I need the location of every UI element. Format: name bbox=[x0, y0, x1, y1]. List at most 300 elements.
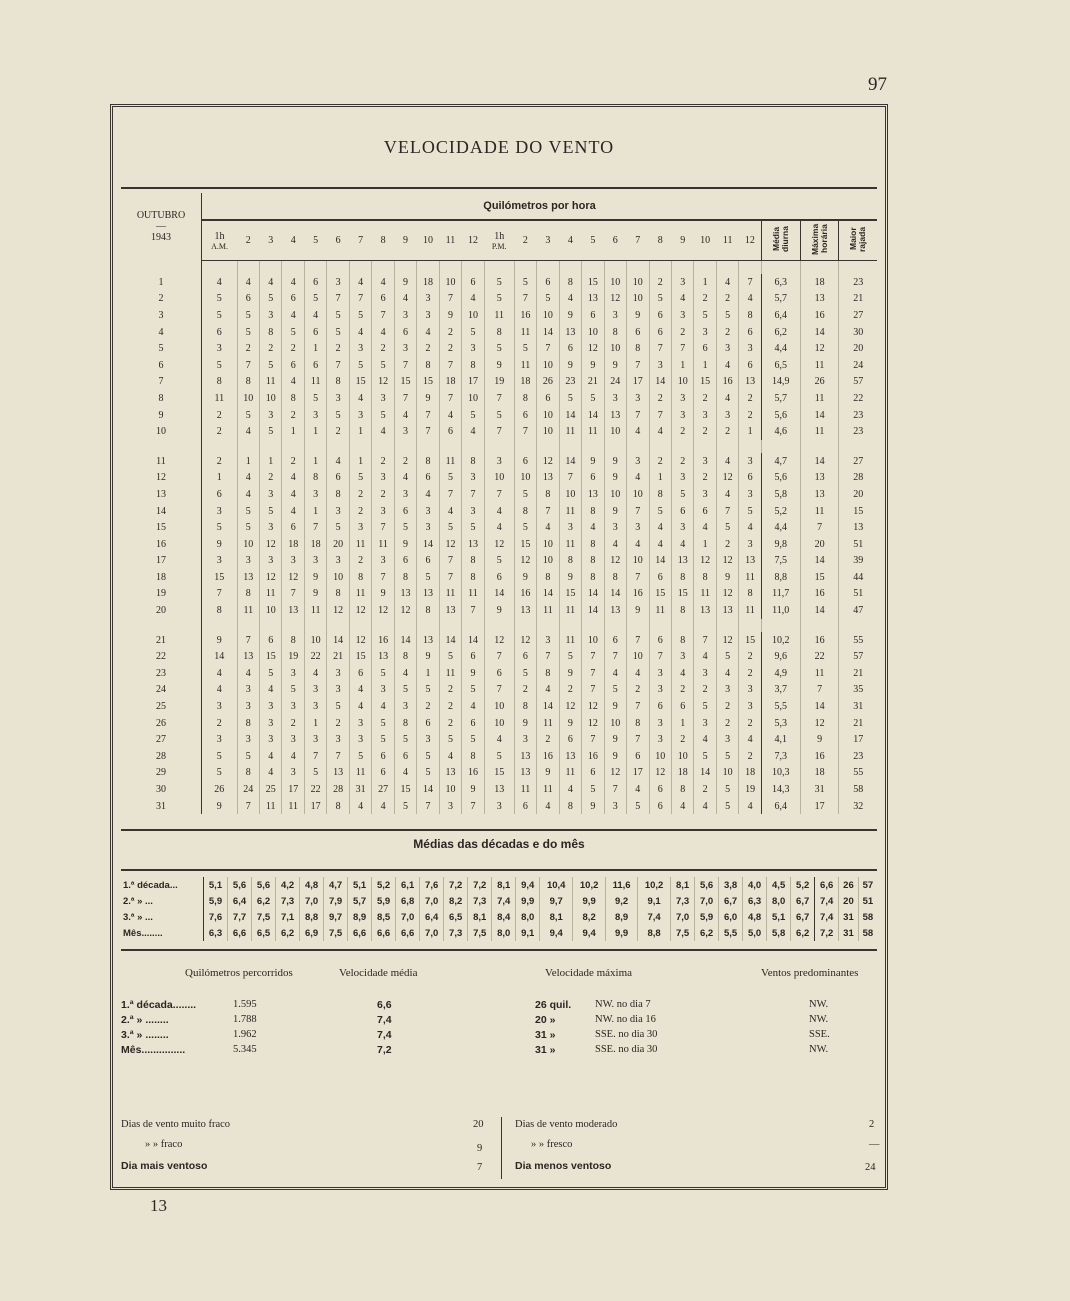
value-cell: 20 bbox=[839, 486, 877, 503]
value-cell: 4 bbox=[671, 665, 693, 682]
value-cell: 14 bbox=[604, 586, 626, 603]
value-cell: 5 bbox=[202, 765, 238, 782]
value-cell: 6 bbox=[417, 715, 439, 732]
average-cell: 7,0 bbox=[420, 893, 444, 909]
summary-avg-value: 7,4 bbox=[377, 1014, 392, 1026]
value-cell: 9 bbox=[604, 470, 626, 487]
value-cell: 9 bbox=[304, 569, 326, 586]
average-cell: 5,2 bbox=[791, 877, 815, 893]
value-cell: 17 bbox=[462, 374, 484, 391]
value-cell: 9 bbox=[604, 503, 626, 520]
value-cell: 12 bbox=[604, 765, 626, 782]
average-cell: 7,6 bbox=[204, 909, 228, 925]
value-cell: 9 bbox=[604, 731, 626, 748]
hour-header bbox=[716, 220, 738, 261]
average-cell: 5,9 bbox=[695, 909, 719, 925]
value-cell: 12 bbox=[349, 602, 371, 619]
value-cell: 55 bbox=[839, 765, 877, 782]
value-cell: 6 bbox=[559, 731, 581, 748]
day-cell: 6 bbox=[121, 357, 202, 374]
value-cell: 4 bbox=[282, 470, 304, 487]
value-cell: 7 bbox=[627, 569, 649, 586]
hour-header bbox=[559, 220, 581, 261]
value-cell: 5 bbox=[582, 781, 604, 798]
value-cell: 5 bbox=[671, 486, 693, 503]
value-cell: 2 bbox=[202, 715, 238, 732]
value-cell: 3 bbox=[671, 390, 693, 407]
value-cell: 4 bbox=[394, 407, 416, 424]
value-cell: 4 bbox=[439, 407, 461, 424]
value-cell: 8 bbox=[417, 453, 439, 470]
value-cell: 8 bbox=[237, 765, 259, 782]
value-cell: 14 bbox=[694, 765, 716, 782]
value-cell: 13 bbox=[671, 553, 693, 570]
average-cell: 7,7 bbox=[228, 909, 252, 925]
value-cell: 9 bbox=[627, 307, 649, 324]
hour-header-row bbox=[121, 220, 877, 261]
value-cell: 11,0 bbox=[761, 602, 800, 619]
average-cell: 58 bbox=[858, 909, 877, 925]
value-cell: 5 bbox=[282, 324, 304, 341]
average-cell: 6,1 bbox=[396, 877, 420, 893]
value-cell: 3 bbox=[627, 519, 649, 536]
value-cell: 9 bbox=[559, 357, 581, 374]
value-cell: 3 bbox=[417, 291, 439, 308]
value-cell: 3 bbox=[260, 553, 282, 570]
value-cell: 4 bbox=[349, 390, 371, 407]
value-cell: 11 bbox=[559, 536, 581, 553]
value-cell: 5 bbox=[237, 748, 259, 765]
value-cell: 2 bbox=[694, 291, 716, 308]
value-cell: 12 bbox=[514, 553, 536, 570]
value-cell: 15 bbox=[202, 569, 238, 586]
average-cell: 6,3 bbox=[743, 893, 767, 909]
hour-header-label: 5 bbox=[590, 235, 596, 246]
value-cell: 14 bbox=[582, 602, 604, 619]
least-windy-value: 24 bbox=[865, 1162, 876, 1173]
value-cell: 5 bbox=[716, 648, 738, 665]
value-cell: 6 bbox=[627, 324, 649, 341]
value-cell: 13 bbox=[604, 602, 626, 619]
average-cell: 5,8 bbox=[767, 925, 791, 941]
average-cell: 7,5 bbox=[324, 925, 348, 941]
summary-max-desc: SSE. no dia 30 bbox=[595, 1044, 658, 1055]
value-cell: 1 bbox=[304, 503, 326, 520]
average-cell: 8,1 bbox=[468, 909, 492, 925]
average-cell: 9,4 bbox=[540, 925, 573, 941]
value-cell: 8 bbox=[417, 357, 439, 374]
value-cell: 11 bbox=[349, 536, 371, 553]
hour-header-label: 8 bbox=[657, 235, 663, 246]
value-cell: 4 bbox=[394, 665, 416, 682]
divider bbox=[501, 1117, 502, 1179]
value-cell: 8 bbox=[649, 486, 671, 503]
value-cell: 11 bbox=[439, 665, 461, 682]
summary-row-label: 3.ª » ........ bbox=[121, 1029, 169, 1041]
value-cell: 5 bbox=[559, 648, 581, 665]
value-cell: 4 bbox=[349, 798, 371, 815]
hour-header-label: 12 bbox=[467, 235, 478, 246]
value-cell: 6 bbox=[694, 503, 716, 520]
summary-avg-value: 7,4 bbox=[377, 1029, 392, 1041]
value-cell: 21 bbox=[839, 715, 877, 732]
average-cell: 9,2 bbox=[606, 893, 638, 909]
value-cell: 1 bbox=[304, 715, 326, 732]
value-cell: 9 bbox=[559, 307, 581, 324]
value-cell: 4 bbox=[716, 274, 738, 291]
value-cell: 4 bbox=[260, 748, 282, 765]
value-cell: 5 bbox=[237, 324, 259, 341]
value-cell: 8 bbox=[582, 503, 604, 520]
value-cell: 4 bbox=[694, 519, 716, 536]
value-cell: 2 bbox=[671, 731, 693, 748]
average-cell: 6,7 bbox=[791, 893, 815, 909]
value-cell: 18 bbox=[739, 765, 761, 782]
day-cell: 30 bbox=[121, 781, 202, 798]
value-cell: 7 bbox=[739, 274, 761, 291]
day-cell: 27 bbox=[121, 731, 202, 748]
average-cell: 7,2 bbox=[468, 877, 492, 893]
value-cell: 1 bbox=[739, 423, 761, 440]
value-cell: 3 bbox=[202, 731, 238, 748]
value-cell: 9 bbox=[559, 569, 581, 586]
value-cell: 3 bbox=[694, 407, 716, 424]
value-cell: 6 bbox=[439, 423, 461, 440]
day-cell: 9 bbox=[121, 407, 202, 424]
value-cell: 2 bbox=[671, 453, 693, 470]
value-cell: 9 bbox=[484, 602, 514, 619]
average-cell: 7,6 bbox=[420, 877, 444, 893]
value-cell: 12 bbox=[260, 569, 282, 586]
value-cell: 8 bbox=[559, 274, 581, 291]
day-cell: 18 bbox=[121, 569, 202, 586]
value-cell: 6 bbox=[537, 274, 559, 291]
average-cell: 5,0 bbox=[743, 925, 767, 941]
table-row bbox=[121, 291, 877, 308]
value-cell: 12 bbox=[260, 536, 282, 553]
average-cell: 8,2 bbox=[573, 909, 606, 925]
value-cell: 2 bbox=[439, 682, 461, 699]
value-cell: 11 bbox=[559, 602, 581, 619]
value-cell: 5 bbox=[202, 291, 238, 308]
table-row bbox=[121, 390, 877, 407]
value-cell: 3 bbox=[649, 715, 671, 732]
value-cell: 2 bbox=[649, 453, 671, 470]
average-cell: 6,6 bbox=[372, 925, 396, 941]
value-cell: 3 bbox=[671, 407, 693, 424]
value-cell: 7 bbox=[462, 602, 484, 619]
value-cell: 6,2 bbox=[761, 324, 800, 341]
value-cell: 15 bbox=[417, 374, 439, 391]
day-cell: 24 bbox=[121, 682, 202, 699]
value-cell: 4 bbox=[484, 731, 514, 748]
value-cell: 12 bbox=[484, 536, 514, 553]
value-cell: 7 bbox=[514, 423, 536, 440]
value-cell: 11 bbox=[282, 798, 304, 815]
value-cell: 16 bbox=[716, 374, 738, 391]
value-cell: 6 bbox=[202, 324, 238, 341]
value-cell: 8 bbox=[462, 748, 484, 765]
value-cell: 2 bbox=[439, 324, 461, 341]
value-cell: 3 bbox=[417, 519, 439, 536]
value-cell: 11 bbox=[484, 307, 514, 324]
value-cell: 13 bbox=[372, 648, 394, 665]
value-cell: 3 bbox=[372, 390, 394, 407]
value-cell: 7 bbox=[417, 798, 439, 815]
value-cell: 4 bbox=[439, 748, 461, 765]
value-cell: 7 bbox=[514, 291, 536, 308]
value-cell: 7 bbox=[694, 632, 716, 649]
summary-header-max: Velocidade máxima bbox=[545, 967, 633, 979]
value-cell: 3 bbox=[627, 453, 649, 470]
average-label: 1.ª década... bbox=[121, 877, 204, 893]
value-cell: 11 bbox=[649, 602, 671, 619]
average-cell: 8,9 bbox=[606, 909, 638, 925]
value-cell: 10,3 bbox=[761, 765, 800, 782]
value-cell: 3 bbox=[649, 731, 671, 748]
value-cell: 3 bbox=[694, 715, 716, 732]
value-cell: 4 bbox=[716, 390, 738, 407]
day-cell: 19 bbox=[121, 586, 202, 603]
average-label: Mês........ bbox=[121, 925, 204, 941]
value-cell: 8 bbox=[514, 503, 536, 520]
day-cell: 11 bbox=[121, 453, 202, 470]
value-cell: 15 bbox=[649, 586, 671, 603]
value-cell: 10 bbox=[304, 632, 326, 649]
value-cell: 7 bbox=[582, 648, 604, 665]
value-cell: 13 bbox=[559, 324, 581, 341]
value-cell: 26 bbox=[202, 781, 238, 798]
value-cell: 8 bbox=[417, 602, 439, 619]
value-cell: 10 bbox=[237, 390, 259, 407]
value-cell: 6 bbox=[582, 765, 604, 782]
value-cell: 6 bbox=[282, 357, 304, 374]
value-cell: 24 bbox=[604, 374, 626, 391]
am-label: A.M. bbox=[211, 241, 228, 251]
value-cell: 5 bbox=[484, 407, 514, 424]
value-cell: 7 bbox=[439, 291, 461, 308]
value-cell: 18 bbox=[514, 374, 536, 391]
value-cell: 10 bbox=[484, 698, 514, 715]
hour-header-label: 8 bbox=[380, 235, 386, 246]
value-cell: 24 bbox=[839, 357, 877, 374]
value-cell: 4 bbox=[282, 274, 304, 291]
day-cell: 26 bbox=[121, 715, 202, 732]
group-header: Quilómetros por hora bbox=[202, 193, 878, 220]
value-cell: 6 bbox=[462, 715, 484, 732]
value-cell: 2 bbox=[237, 340, 259, 357]
value-cell: 3 bbox=[439, 798, 461, 815]
value-cell: 10 bbox=[327, 569, 349, 586]
value-cell: 3 bbox=[537, 632, 559, 649]
value-cell: 2 bbox=[716, 423, 738, 440]
hour-header bbox=[417, 220, 439, 261]
value-cell: 16 bbox=[800, 307, 839, 324]
page-number: 97 bbox=[868, 74, 887, 95]
average-cell: 6,6 bbox=[396, 925, 420, 941]
value-cell: 7 bbox=[671, 340, 693, 357]
value-cell: 12 bbox=[394, 602, 416, 619]
value-cell: 10 bbox=[439, 781, 461, 798]
value-cell: 10 bbox=[604, 715, 626, 732]
summary-max-desc: NW. no dia 7 bbox=[595, 999, 651, 1010]
value-cell: 10 bbox=[649, 748, 671, 765]
value-cell: 4 bbox=[237, 470, 259, 487]
value-cell: 20 bbox=[839, 340, 877, 357]
value-cell: 35 bbox=[839, 682, 877, 699]
day-cell: 22 bbox=[121, 648, 202, 665]
value-cell: 5 bbox=[649, 291, 671, 308]
value-cell: 3 bbox=[739, 340, 761, 357]
value-cell: 13 bbox=[327, 765, 349, 782]
value-cell: 3 bbox=[649, 682, 671, 699]
table-row bbox=[121, 731, 877, 748]
average-cell: 9,1 bbox=[516, 925, 540, 941]
value-cell: 7 bbox=[649, 648, 671, 665]
value-cell: 8 bbox=[559, 553, 581, 570]
value-cell: 2 bbox=[739, 390, 761, 407]
value-cell: 4 bbox=[739, 731, 761, 748]
value-cell: 13 bbox=[604, 407, 626, 424]
table-row bbox=[121, 274, 877, 291]
value-cell: 13 bbox=[537, 470, 559, 487]
year-label: 1943 bbox=[151, 232, 171, 244]
value-cell: 5 bbox=[604, 682, 626, 699]
value-cell: 12 bbox=[716, 553, 738, 570]
moderate-label: Dias de vento moderado bbox=[515, 1119, 618, 1130]
value-cell: 10 bbox=[537, 407, 559, 424]
value-cell: 12 bbox=[582, 340, 604, 357]
value-cell: 5 bbox=[202, 748, 238, 765]
value-cell: 21 bbox=[582, 374, 604, 391]
row-gap bbox=[121, 619, 877, 632]
summary-row-label: Mês............... bbox=[121, 1044, 186, 1056]
value-cell: 16 bbox=[582, 748, 604, 765]
value-cell: 3 bbox=[671, 470, 693, 487]
average-cell: 7,0 bbox=[396, 909, 420, 925]
value-cell: 3 bbox=[260, 307, 282, 324]
value-cell: 9 bbox=[627, 602, 649, 619]
value-cell: 55 bbox=[839, 632, 877, 649]
value-cell: 5 bbox=[304, 291, 326, 308]
value-cell: 12 bbox=[694, 553, 716, 570]
value-cell: 8 bbox=[394, 715, 416, 732]
sheet-number: 13 bbox=[150, 1196, 167, 1215]
value-cell: 2 bbox=[671, 324, 693, 341]
value-cell: 10 bbox=[260, 390, 282, 407]
value-cell: 3 bbox=[349, 715, 371, 732]
summary-header-wind: Ventos predominantes bbox=[761, 967, 859, 979]
value-cell: 10 bbox=[514, 470, 536, 487]
summary-km-value: 5.345 bbox=[233, 1044, 257, 1055]
value-cell: 3 bbox=[394, 340, 416, 357]
value-cell: 8 bbox=[739, 307, 761, 324]
value-cell: 16 bbox=[800, 632, 839, 649]
value-cell: 21 bbox=[327, 648, 349, 665]
value-cell: 8 bbox=[582, 536, 604, 553]
least-windy-label: Dia menos ventoso bbox=[515, 1160, 612, 1172]
value-cell: 14 bbox=[649, 374, 671, 391]
average-cell: 7,0 bbox=[420, 925, 444, 941]
value-cell: 11 bbox=[739, 602, 761, 619]
value-cell: 9 bbox=[202, 536, 238, 553]
average-cell: 5,2 bbox=[372, 877, 396, 893]
value-cell: 12 bbox=[604, 291, 626, 308]
value-cell: 6 bbox=[514, 798, 536, 815]
average-cell: 5,5 bbox=[719, 925, 743, 941]
average-cell: 7,4 bbox=[638, 909, 671, 925]
average-cell: 6,6 bbox=[228, 925, 252, 941]
value-cell: 2 bbox=[716, 698, 738, 715]
value-cell: 3 bbox=[260, 698, 282, 715]
value-cell: 57 bbox=[839, 648, 877, 665]
value-cell: 4 bbox=[282, 486, 304, 503]
value-cell: 6 bbox=[671, 698, 693, 715]
value-cell: 11 bbox=[559, 423, 581, 440]
summary-column-header bbox=[800, 220, 839, 261]
value-cell: 2 bbox=[260, 470, 282, 487]
value-cell: 6 bbox=[417, 470, 439, 487]
value-cell: 3 bbox=[716, 340, 738, 357]
value-cell: 6 bbox=[417, 553, 439, 570]
value-cell: 5 bbox=[484, 274, 514, 291]
average-cell: 9,1 bbox=[638, 893, 671, 909]
value-cell: 6,3 bbox=[761, 274, 800, 291]
average-cell: 8,8 bbox=[638, 925, 671, 941]
value-cell: 13 bbox=[417, 586, 439, 603]
value-cell: 7 bbox=[439, 569, 461, 586]
average-cell: 7,3 bbox=[444, 925, 468, 941]
hour-header bbox=[649, 220, 671, 261]
value-cell: 13 bbox=[716, 602, 738, 619]
value-cell: 7 bbox=[627, 632, 649, 649]
value-cell: 4,4 bbox=[761, 340, 800, 357]
value-cell: 4 bbox=[439, 503, 461, 520]
value-cell: 3 bbox=[484, 798, 514, 815]
value-cell: 5 bbox=[237, 503, 259, 520]
value-cell: 3 bbox=[304, 553, 326, 570]
value-cell: 5 bbox=[694, 307, 716, 324]
value-cell: 3 bbox=[604, 307, 626, 324]
value-cell: 6,4 bbox=[761, 307, 800, 324]
average-row bbox=[121, 877, 877, 893]
value-cell: 3 bbox=[484, 453, 514, 470]
average-cell: 26 bbox=[839, 877, 859, 893]
value-cell: 3 bbox=[604, 798, 626, 815]
value-cell: 22 bbox=[304, 648, 326, 665]
value-cell: 2 bbox=[649, 274, 671, 291]
value-cell: 15 bbox=[484, 765, 514, 782]
table-row bbox=[121, 307, 877, 324]
value-cell: 6 bbox=[372, 765, 394, 782]
value-cell: 19 bbox=[282, 648, 304, 665]
value-cell: 12 bbox=[327, 602, 349, 619]
hour-header-label: 10 bbox=[423, 235, 434, 246]
value-cell: 5,7 bbox=[761, 291, 800, 308]
value-cell: 14 bbox=[417, 781, 439, 798]
month-label: OUTUBRO bbox=[136, 210, 186, 222]
table-row bbox=[121, 586, 877, 603]
value-cell: 16 bbox=[372, 632, 394, 649]
average-cell: 9,9 bbox=[516, 893, 540, 909]
hour-header bbox=[514, 220, 536, 261]
day-cell: 12 bbox=[121, 470, 202, 487]
value-cell: 8 bbox=[671, 781, 693, 798]
value-cell: 2 bbox=[327, 340, 349, 357]
page-title: VELOCIDADE DO VENTO bbox=[383, 137, 615, 157]
value-cell: 4 bbox=[372, 798, 394, 815]
value-cell: 3 bbox=[327, 731, 349, 748]
